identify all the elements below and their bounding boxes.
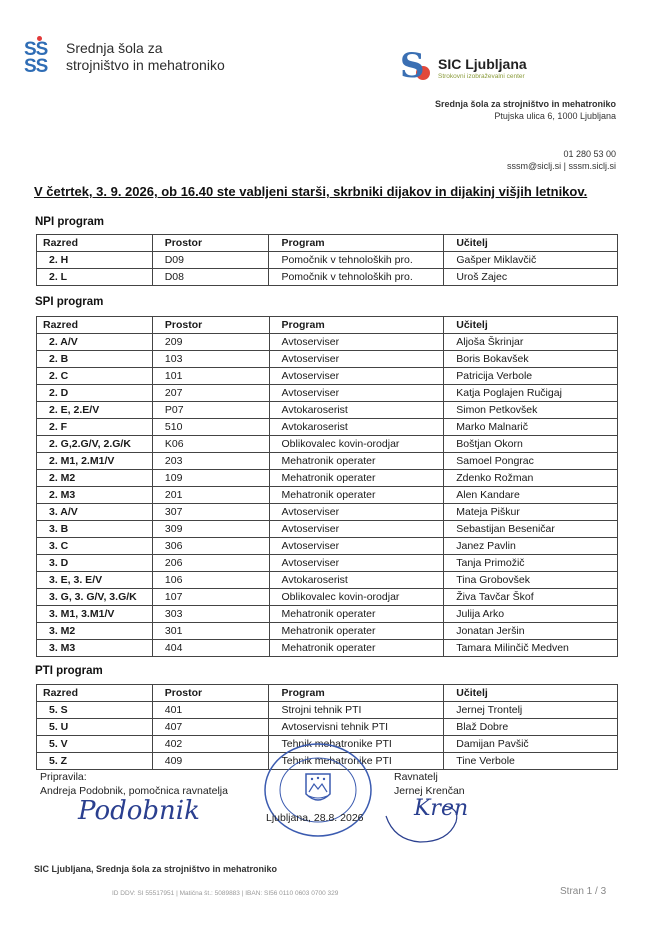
- column-header: Prostor: [152, 317, 269, 334]
- table-cell: P07: [152, 402, 269, 419]
- table-row: [37, 334, 618, 351]
- pti-section-title: PTI program: [35, 665, 103, 677]
- column-header: Program: [269, 235, 444, 252]
- table-cell: Oblikovalec kovin-orodjar: [269, 589, 444, 606]
- table-row: [37, 252, 618, 269]
- column-header: Učitelj: [444, 317, 618, 334]
- footer-ids: ID DDV: SI 55517951 | Matična št.: 5089883 | IBAN: SI56 0110 0603 0700 329: [112, 890, 339, 897]
- table-cell: 2. F: [37, 419, 153, 436]
- table-cell: 3. B: [37, 521, 153, 538]
- table-cell: Oblikovalec kovin-orodjar: [269, 436, 444, 453]
- address-block: Srednja šola za strojništvo in mehatroniko Ptujska ulica 6, 1000 Ljubljana: [434, 99, 616, 121]
- table-cell: 207: [152, 385, 269, 402]
- table-cell: 5. Z: [37, 753, 153, 770]
- table-row: [37, 719, 618, 736]
- table-cell: Janez Pavlin: [444, 538, 618, 555]
- table-cell: Damijan Pavšič: [444, 736, 618, 753]
- table-row: [37, 555, 618, 572]
- column-header: Prostor: [152, 235, 269, 252]
- table-cell: 309: [152, 521, 269, 538]
- table-cell: 209: [152, 334, 269, 351]
- table-row: [37, 640, 618, 657]
- school-logo: [24, 36, 225, 78]
- npi-table: [36, 234, 618, 286]
- table-cell: 2. G,2.G/V, 2.G/K: [37, 436, 153, 453]
- table-cell: 2. B: [37, 351, 153, 368]
- npi-section-title: NPI program: [35, 216, 105, 228]
- page-number: Stran 1 / 3: [560, 886, 607, 897]
- table-cell: Tina Grobovšek: [444, 572, 618, 589]
- signature-right: Kren: [414, 796, 469, 821]
- table-row: [37, 504, 618, 521]
- table-cell: Tehnik mehatronike PTI: [269, 736, 444, 753]
- table-cell: Avtokaroserist: [269, 402, 444, 419]
- table-cell: Avtoserviser: [269, 368, 444, 385]
- table-row: [37, 269, 618, 286]
- table-cell: 5. S: [37, 702, 153, 719]
- table-cell: Jernej Trontelj: [444, 702, 618, 719]
- table-cell: Samoel Pongrac: [444, 453, 618, 470]
- table-cell: Mehatronik operater: [269, 470, 444, 487]
- table-cell: Tamara Milinčič Medven: [444, 640, 618, 657]
- table-cell: Avtokaroserist: [269, 419, 444, 436]
- column-header: Prostor: [152, 685, 269, 702]
- table-cell: Gašper Miklavčič: [444, 252, 618, 269]
- column-header: Program: [269, 317, 444, 334]
- column-header: Učitelj: [444, 685, 618, 702]
- table-cell: Mehatronik operater: [269, 453, 444, 470]
- table-cell: Avtoserviser: [269, 538, 444, 555]
- table-header-row: [37, 235, 618, 252]
- table-cell: Živa Tavčar Škof: [444, 589, 618, 606]
- table-cell: 2. C: [37, 368, 153, 385]
- column-header: Razred: [37, 317, 153, 334]
- table-cell: D08: [152, 269, 269, 286]
- table-cell: Blaž Dobre: [444, 719, 618, 736]
- table-cell: 3. M2: [37, 623, 153, 640]
- table-row: [37, 538, 618, 555]
- table-row: [37, 402, 618, 419]
- table-cell: 307: [152, 504, 269, 521]
- table-cell: 401: [152, 702, 269, 719]
- table-cell: 2. H: [37, 252, 153, 269]
- table-cell: 3. M1, 3.M1/V: [37, 606, 153, 623]
- table-cell: D09: [152, 252, 269, 269]
- table-cell: 206: [152, 555, 269, 572]
- sic-title: SIC Ljubljana: [438, 55, 527, 72]
- table-cell: Avtoserviser: [269, 334, 444, 351]
- sic-logo-icon: S: [398, 52, 432, 84]
- table-cell: 3. A/V: [37, 504, 153, 521]
- table-row: [37, 419, 618, 436]
- table-cell: Strojni tehnik PTI: [269, 702, 444, 719]
- table-header-row: [37, 317, 618, 334]
- table-cell: 407: [152, 719, 269, 736]
- column-header: Razred: [37, 685, 153, 702]
- table-cell: Tanja Primožič: [444, 555, 618, 572]
- table-cell: 2. D: [37, 385, 153, 402]
- table-cell: Mehatronik operater: [269, 640, 444, 657]
- table-row: [37, 589, 618, 606]
- prepared-by: Pripravila: Andreja Podobnik, pomočnica ravnatelja: [40, 771, 228, 797]
- contact-block: 01 280 53 00 sssm@siclj.si | sssm.siclj.si: [507, 149, 616, 171]
- table-cell: Uroš Zajec: [444, 269, 618, 286]
- table-cell: 2. M1, 2.M1/V: [37, 453, 153, 470]
- table-row: [37, 521, 618, 538]
- table-cell: 3. M3: [37, 640, 153, 657]
- table-cell: 2. L: [37, 269, 153, 286]
- table-cell: 2. E, 2.E/V: [37, 402, 153, 419]
- table-cell: 402: [152, 736, 269, 753]
- footer-school: SIC Ljubljana, Srednja šola za strojništvo in mehatroniko: [34, 864, 278, 874]
- table-cell: 3. D: [37, 555, 153, 572]
- table-cell: Avtoserviser: [269, 504, 444, 521]
- table-cell: Marko Malnarič: [444, 419, 618, 436]
- sic-subtitle: Strokovni izobraževalni center: [438, 72, 525, 80]
- table-cell: Avtoserviser: [269, 521, 444, 538]
- table-row: [37, 623, 618, 640]
- sic-logo: [398, 46, 527, 86]
- table-cell: Aljoša Škrinjar: [444, 334, 618, 351]
- school-name: Srednja šola za strojništvo in mehatroniko: [66, 40, 225, 73]
- table-row: [37, 702, 618, 719]
- table-row: [37, 470, 618, 487]
- table-cell: Mateja Piškur: [444, 504, 618, 521]
- table-cell: K06: [152, 436, 269, 453]
- table-cell: Boris Bokavšek: [444, 351, 618, 368]
- table-cell: Avtoservisni tehnik PTI: [269, 719, 444, 736]
- table-cell: 106: [152, 572, 269, 589]
- table-cell: Mehatronik operater: [269, 487, 444, 504]
- table-cell: 201: [152, 487, 269, 504]
- table-cell: Zdenko Rožman: [444, 470, 618, 487]
- table-cell: Alen Kandare: [444, 487, 618, 504]
- table-cell: Simon Petkovšek: [444, 402, 618, 419]
- table-cell: 203: [152, 453, 269, 470]
- table-cell: 5. U: [37, 719, 153, 736]
- table-row: [37, 436, 618, 453]
- table-cell: 3. G, 3. G/V, 3.G/K: [37, 589, 153, 606]
- table-cell: 2. A/V: [37, 334, 153, 351]
- invitation-heading: V četrtek, 3. 9. 2026, ob 16.40 ste vabljeni starši, skrbniki dijakov in dijakinj višjih letnikov.: [34, 184, 588, 199]
- table-cell: 301: [152, 623, 269, 640]
- table-header-row: [37, 685, 618, 702]
- table-row: [37, 351, 618, 368]
- table-cell: 303: [152, 606, 269, 623]
- table-cell: Pomočnik v tehnoloških pro.: [269, 252, 444, 269]
- table-cell: 5. V: [37, 736, 153, 753]
- table-cell: Mehatronik operater: [269, 623, 444, 640]
- place-date: Ljubljana, 28.8. 2026: [266, 812, 364, 824]
- table-cell: 404: [152, 640, 269, 657]
- table-cell: Patricija Verbole: [444, 368, 618, 385]
- table-cell: Avtokaroserist: [269, 572, 444, 589]
- table-cell: 101: [152, 368, 269, 385]
- table-cell: Boštjan Okorn: [444, 436, 618, 453]
- table-cell: 2. M2: [37, 470, 153, 487]
- table-row: [37, 385, 618, 402]
- table-cell: Avtoserviser: [269, 351, 444, 368]
- table-row: [37, 572, 618, 589]
- table-cell: Avtoserviser: [269, 385, 444, 402]
- table-cell: Avtoserviser: [269, 555, 444, 572]
- table-cell: Julija Arko: [444, 606, 618, 623]
- sssm-logo-icon: SS SS: [24, 36, 58, 78]
- table-cell: Tehnik mehatronike PTI: [269, 753, 444, 770]
- table-cell: 2. M3: [37, 487, 153, 504]
- table-cell: Jonatan Jeršin: [444, 623, 618, 640]
- table-cell: Katja Poglajen Ručigaj: [444, 385, 618, 402]
- table-cell: Tine Verbole: [444, 753, 618, 770]
- table-cell: 409: [152, 753, 269, 770]
- table-row: [37, 453, 618, 470]
- table-cell: 3. C: [37, 538, 153, 555]
- column-header: Razred: [37, 235, 153, 252]
- spi-section-title: SPI program: [35, 296, 104, 308]
- table-cell: Mehatronik operater: [269, 606, 444, 623]
- table-cell: 306: [152, 538, 269, 555]
- spi-table: [36, 316, 618, 657]
- column-header: Učitelj: [444, 235, 618, 252]
- table-cell: 109: [152, 470, 269, 487]
- table-cell: 107: [152, 589, 269, 606]
- table-row: [37, 487, 618, 504]
- table-cell: Pomočnik v tehnoloških pro.: [269, 269, 444, 286]
- signature-left: Podobnik: [78, 796, 200, 826]
- table-row: [37, 606, 618, 623]
- table-cell: 510: [152, 419, 269, 436]
- table-row: [37, 368, 618, 385]
- column-header: Program: [269, 685, 444, 702]
- table-cell: Sebastijan Beseničar: [444, 521, 618, 538]
- table-cell: 103: [152, 351, 269, 368]
- director: Ravnatelj Jernej Krenčan: [394, 771, 465, 797]
- table-cell: 3. E, 3. E/V: [37, 572, 153, 589]
